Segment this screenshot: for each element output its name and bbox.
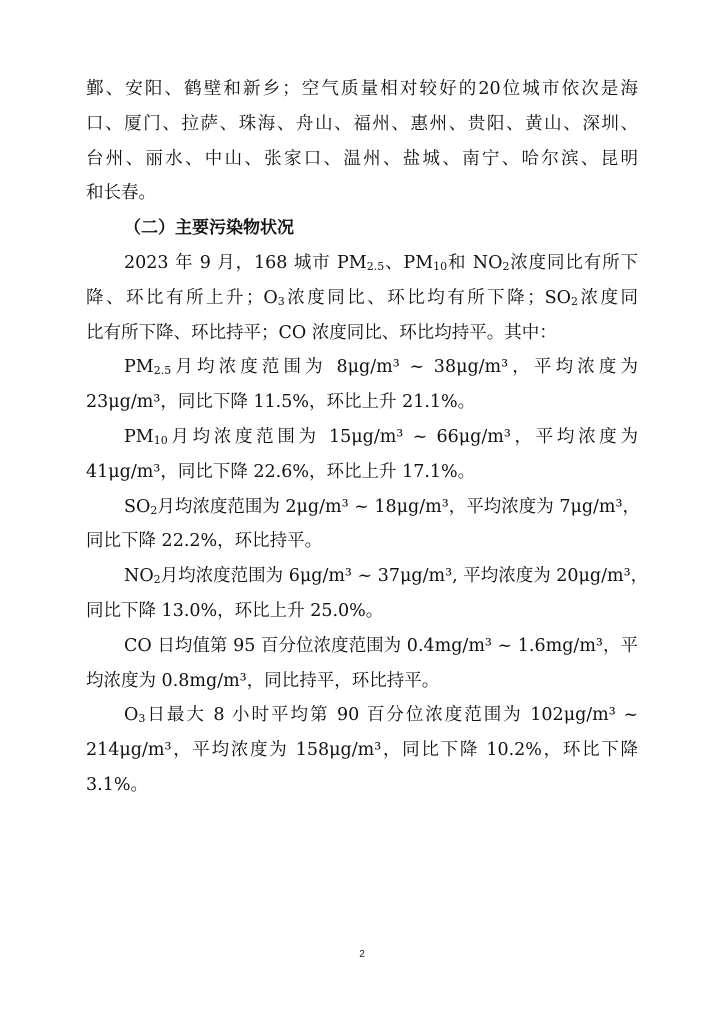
text-run: 浓度同	[578, 287, 638, 308]
subscript: 3	[138, 712, 146, 726]
paragraph-no2	[86, 559, 649, 629]
subscript: 2	[150, 503, 158, 517]
text-line	[86, 559, 649, 594]
subscript: 2.5	[153, 364, 172, 378]
text-line: 41μg/m³，同比下降 22.6%，环比上升 17.1%。	[86, 461, 476, 482]
text-run: PM	[124, 426, 154, 447]
text-line	[86, 420, 638, 455]
text-line	[86, 698, 638, 733]
subscript: 2	[502, 259, 510, 273]
subscript: 2	[571, 294, 579, 308]
text-run: 月均浓度范围为 2μg/m³ ~ 18μg/m³，平均浓度为 7μg/m³，	[157, 496, 641, 517]
text-run: NO	[124, 566, 154, 587]
text-line: 同比下降 22.2%，环比持平。	[86, 531, 323, 552]
text-run: 浓度同比、环比均有所下降；SO	[284, 287, 572, 308]
subscript: 10	[153, 433, 168, 447]
text-run: 浓度同比有所下	[509, 252, 638, 273]
paragraph-co	[86, 629, 638, 699]
paragraph-city-rankings	[86, 72, 638, 211]
text-run: 月均浓度范围为 8μg/m³ ~ 38μg/m³，平均浓度为	[171, 357, 638, 378]
text-line: 台州、丽水、中山、张家口、温州、盐城、南宁、哈尔滨、昆明	[86, 148, 638, 169]
subscript: 3	[277, 294, 285, 308]
text-line: 3.1%。	[86, 774, 148, 795]
subscript: 2	[153, 573, 161, 587]
paragraph-pm10	[86, 420, 638, 490]
text-run: SO	[124, 496, 151, 517]
text-run: 和 NO	[447, 252, 503, 273]
text-run: 2023 年 9 月，168 城市 PM	[124, 252, 367, 273]
section-heading: （二）主要污染物状况	[124, 218, 294, 239]
document-page	[86, 72, 649, 803]
paragraph-pm25	[86, 350, 638, 420]
page-number: 2	[359, 949, 365, 960]
paragraph-o3	[86, 698, 638, 802]
text-line: 鄞、安阳、鹤壁和新乡；空气质量相对较好的20位城市依次是海	[86, 79, 638, 99]
text-line	[86, 350, 638, 385]
text-line	[86, 490, 641, 525]
text-line: CO 日均值第 95 百分位浓度范围为 0.4mg/m³ ~ 1.6mg/m³，平	[124, 635, 638, 656]
subscript: 10	[433, 259, 448, 273]
text-run: 月均浓度范围为 15μg/m³ ~ 66μg/m³，平均浓度为	[167, 426, 638, 447]
text-run: PM	[124, 357, 154, 378]
text-line: 均浓度为 0.8mg/m³，同比持平，环比持平。	[86, 670, 440, 691]
subscript: 2.5	[366, 259, 385, 273]
text-line: 214μg/m³，平均浓度为 158μg/m³，同比下降 10.2%，环比下降	[86, 740, 638, 761]
text-line	[86, 281, 638, 316]
text-run: 日最大 8 小时平均第 90 百分位浓度范围为 102μg/m³ ~	[145, 705, 638, 726]
text-run: 降、环比有所上升；O	[86, 287, 278, 308]
paragraph-pollutant-summary	[86, 246, 638, 350]
paragraph-so2	[86, 490, 641, 560]
text-run: O	[124, 705, 139, 726]
text-line: 比有所下降、环比持平；CO 浓度同比、环比均持平。其中：	[86, 322, 557, 343]
text-line: 口、厦门、拉萨、珠海、舟山、福州、惠州、贵阳、黄山、深圳、	[86, 113, 638, 134]
text-line: 同比下降 13.0%，环比上升 25.0%。	[86, 600, 384, 621]
text-run: 、PM	[384, 252, 434, 273]
text-line	[86, 246, 638, 281]
text-run: 月均浓度范围为 6μg/m³ ~ 37μg/m³, 平均浓度为 20μg/m³，	[160, 566, 649, 587]
text-line: 和长春。	[86, 183, 156, 204]
text-line: 23μg/m³，同比下降 11.5%，环比上升 21.1%。	[86, 392, 476, 413]
